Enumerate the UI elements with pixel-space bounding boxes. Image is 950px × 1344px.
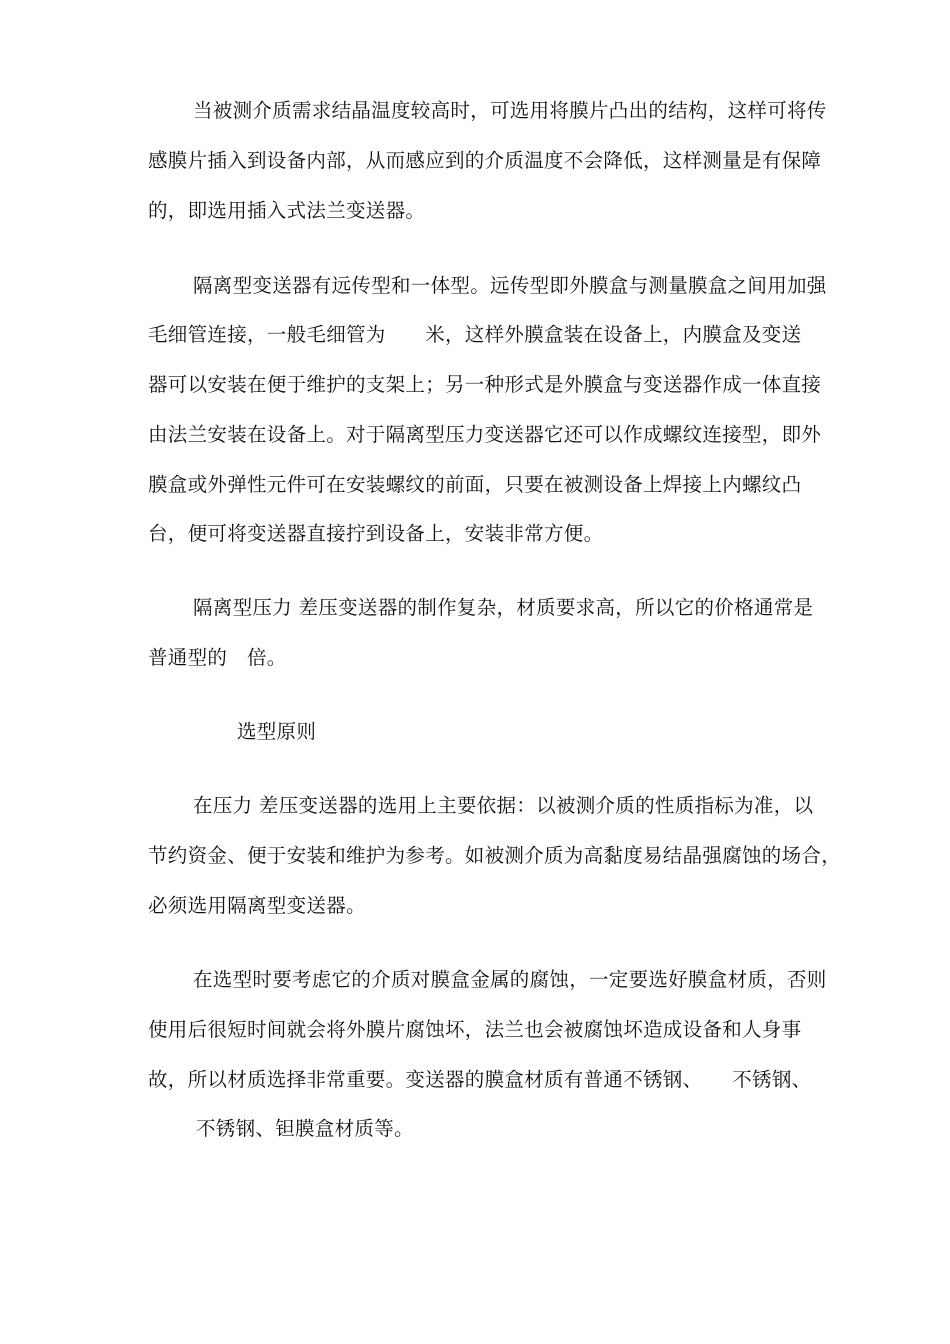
paragraph-1-line-2: 感膜片插入到设备内部，从而感应到的介质温度不会降低，这样测量是有保障 [148, 149, 822, 172]
paragraph-5-line-1: 在选型时要考虑它的介质对膜盒金属的腐蚀，一定要选好膜盒材质，否则 [193, 968, 827, 991]
paragraph-3-line-1: 隔离型压力 差压变送器的制作复杂，材质要求高，所以它的价格通常是 [193, 596, 814, 619]
paragraph-4-line-1: 在压力 差压变送器的选用上主要依据：以被测介质的性质指标为准，以 [193, 794, 814, 817]
paragraph-1-line-3: 的，即选用插入式法兰变送器。 [148, 199, 426, 222]
paragraph-2-line-6: 台，便可将变送器直接拧到设备上，安装非常方便。 [148, 522, 604, 545]
paragraph-4-line-3: 必须选用隔离型变送器。 [148, 894, 366, 917]
paragraph-3-line-2: 普通型的 倍。 [148, 646, 287, 669]
paragraph-1-line-1: 当被测介质需求结晶温度较高时，可选用将膜片凸出的结构，这样可将传 [193, 99, 827, 122]
paragraph-5-line-2: 使用后很短时间就会将外膜片腐蚀坏，法兰也会被腐蚀坏造成设备和人身事 [148, 1018, 802, 1041]
paragraph-2-line-5: 膜盒或外弹性元件可在安装螺纹的前面，只要在被测设备上焊接上内螺纹凸 [148, 473, 802, 496]
paragraph-2-line-1: 隔离型变送器有远传型和一体型。远传型即外膜盒与测量膜盒之间用加强 [193, 274, 827, 297]
paragraph-4-line-2: 节约资金、便于安装和维护为参考。如被测介质为高黏度易结晶强腐蚀的场合， [148, 844, 842, 867]
section-heading: 选型原则 [237, 720, 317, 743]
paragraph-2-line-2: 毛细管连接，一般毛细管为 米，这样外膜盒装在设备上，内膜盒及变送 [148, 323, 802, 346]
paragraph-5-line-4: 不锈钢、钽膜盒材质等。 [196, 1117, 414, 1140]
paragraph-5-line-3: 故，所以材质选择非常重要。变送器的膜盒材质有普通不锈钢、 不锈钢、 [148, 1068, 812, 1091]
paragraph-2-line-4: 由法兰安装在设备上。对于隔离型压力变送器它还可以作成螺纹连接型，即外 [148, 423, 822, 446]
paragraph-2-line-3: 器可以安装在便于维护的支架上；另一种形式是外膜盒与变送器作成一体直接 [148, 373, 822, 396]
